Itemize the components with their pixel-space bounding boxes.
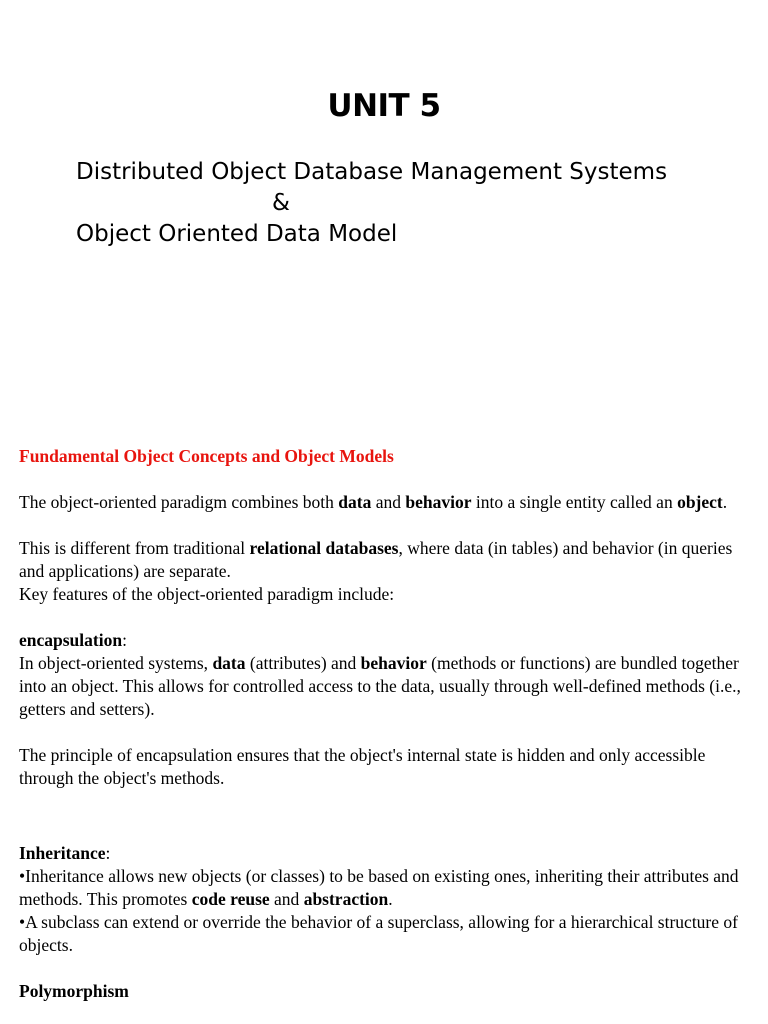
- intro-text-2: and: [371, 492, 406, 512]
- encapsulation-colon: :: [122, 630, 127, 650]
- encap-text-1: In object-oriented systems,: [19, 653, 213, 673]
- document-body: [19, 445, 754, 1003]
- intro-text-1: The object-oriented paradigm combines both: [19, 492, 339, 512]
- inheritance-bullet-2: •A subclass can extend or override the behavior of a superclass, allowing for a hierarchical structure of objects.: [19, 912, 738, 955]
- relational-text-1: This is different from traditional: [19, 538, 250, 558]
- polymorphism-heading-text: Polymorphism: [19, 981, 129, 1001]
- relational-bold: relational databases: [249, 538, 399, 558]
- intro-paragraph: [19, 491, 754, 514]
- inherit-bold-code-reuse: code reuse: [191, 889, 270, 909]
- encapsulation-heading: [19, 629, 754, 652]
- subtitle-line-1: Distributed Object Database Management Systems: [76, 159, 668, 185]
- polymorphism-heading: [19, 980, 754, 1003]
- encapsulation-heading-text: encapsulation: [19, 630, 123, 650]
- subtitle-ampersand: &: [272, 190, 290, 216]
- key-features-paragraph: Key features of the object-oriented paradigm include:: [19, 584, 395, 604]
- unit-title: UNIT 5: [327, 88, 441, 124]
- encap-text-3: (methods or functions) are bundled together into an object. This allows for controlled access to the data, usually through well-defined methods (i.e., getters and setters).: [19, 653, 741, 719]
- relational-paragraph: [19, 537, 754, 583]
- intro-text-4: .: [722, 492, 728, 512]
- encap-bold-data: data: [212, 653, 246, 673]
- inheritance-heading: [19, 842, 754, 865]
- inheritance-heading-text: Inheritance: [19, 843, 106, 863]
- inheritance-bullet-1: [19, 865, 754, 911]
- inherit-text-3: .: [388, 889, 393, 909]
- encapsulation-paragraph-1: [19, 652, 754, 721]
- relational-text-2: , where data (in tables) and behavior (in queries and applications) are separate.: [19, 538, 733, 581]
- encap-bold-behavior: behavior: [360, 653, 427, 673]
- inheritance-colon: :: [105, 843, 111, 863]
- intro-bold-data: data: [338, 492, 372, 512]
- intro-bold-behavior: behavior: [405, 492, 472, 512]
- section-heading: Fundamental Object Concepts and Object Models: [19, 446, 394, 466]
- intro-text-3: into a single entity called an: [471, 492, 678, 512]
- encapsulation-paragraph-2: The principle of encapsulation ensures that the object's internal state is hidden and only accessible through the object's methods.: [19, 745, 706, 788]
- subtitle-line-2: Object Oriented Data Model: [76, 221, 398, 247]
- encap-text-2: (attributes) and: [245, 653, 361, 673]
- intro-bold-object: object: [677, 492, 723, 512]
- inherit-text-1: •Inheritance allows new objects (or classes) to be based on existing ones, inheriting their attributes and methods. This promotes: [19, 866, 739, 909]
- inherit-text-2: and: [269, 889, 304, 909]
- inherit-bold-abstraction: abstraction: [303, 889, 389, 909]
